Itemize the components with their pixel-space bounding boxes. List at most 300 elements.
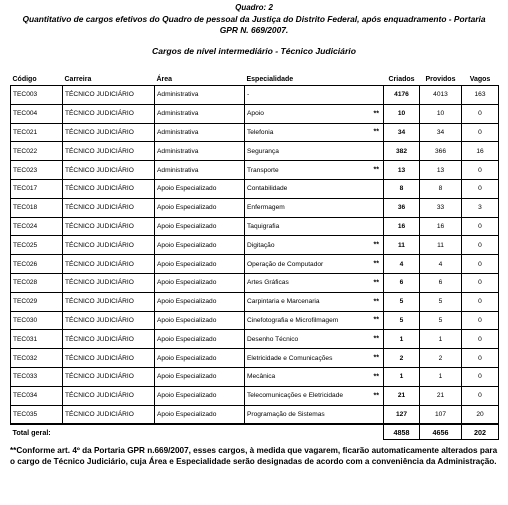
cell-especialidade-text: Taquigrafia bbox=[247, 222, 280, 230]
cell-codigo-text: TEC017 bbox=[13, 185, 38, 193]
table-row bbox=[11, 104, 499, 123]
cell-criados bbox=[384, 217, 420, 236]
cell-providos bbox=[420, 86, 462, 105]
cell-especialidade bbox=[245, 273, 384, 292]
cell-especialidade-text: Telecomunicações e Eletricidade bbox=[247, 392, 344, 400]
footnote-marker: ** bbox=[373, 110, 379, 118]
cell-vagos-text: 0 bbox=[478, 128, 482, 136]
cell-criados-text: 8 bbox=[399, 185, 404, 193]
cell-codigo-text: TEC033 bbox=[13, 373, 38, 381]
total-row bbox=[11, 424, 499, 440]
table-row bbox=[11, 349, 499, 368]
cell-providos-text: 2 bbox=[438, 354, 443, 362]
cell-vagos-text: 0 bbox=[478, 185, 482, 193]
cell-codigo-text: TEC035 bbox=[13, 410, 38, 418]
cell-carreira bbox=[63, 217, 155, 236]
cell-carreira bbox=[63, 198, 155, 217]
cell-codigo bbox=[11, 86, 63, 105]
cell-vagos-text: 0 bbox=[478, 166, 482, 174]
footnote-marker: ** bbox=[373, 166, 379, 174]
cell-codigo-text: TEC025 bbox=[13, 241, 38, 249]
cell-area bbox=[155, 217, 245, 236]
cell-codigo bbox=[11, 255, 63, 274]
cell-carreira-text: TÉCNICO JUDICIÁRIO bbox=[65, 392, 134, 400]
footnote-marker: ** bbox=[373, 241, 379, 249]
cell-providos bbox=[420, 255, 462, 274]
cell-especialidade-text: Carpintaria e Marcenaria bbox=[247, 298, 320, 306]
cell-providos-text: 4 bbox=[438, 260, 443, 268]
cell-especialidade bbox=[245, 142, 384, 161]
total-vagos: 202 bbox=[462, 424, 499, 440]
cell-area-text: Apoio Especializado bbox=[157, 279, 217, 287]
cell-carreira bbox=[63, 179, 155, 198]
cell-providos bbox=[420, 367, 462, 386]
cell-vagos bbox=[462, 386, 499, 405]
cell-criados-text: 1 bbox=[399, 373, 404, 381]
cell-codigo bbox=[11, 273, 63, 292]
cell-providos-text: 1 bbox=[438, 335, 443, 343]
cell-vagos bbox=[462, 86, 499, 105]
cell-carreira bbox=[63, 123, 155, 142]
cell-especialidade-text: Desenho Técnico bbox=[247, 335, 299, 343]
cell-area bbox=[155, 123, 245, 142]
cell-providos bbox=[420, 179, 462, 198]
footnote-marker: ** bbox=[373, 128, 379, 136]
cell-vagos-text: 0 bbox=[478, 335, 482, 343]
table-row bbox=[11, 405, 499, 424]
cell-codigo bbox=[11, 236, 63, 255]
footnote-marker: ** bbox=[373, 316, 379, 324]
cell-area-text: Administrativa bbox=[157, 166, 199, 174]
table-header-row bbox=[11, 73, 499, 86]
cell-criados bbox=[384, 367, 420, 386]
cell-area bbox=[155, 386, 245, 405]
cell-vagos-text: 0 bbox=[478, 279, 482, 287]
cell-providos-text: 11 bbox=[437, 241, 444, 249]
cell-providos-text: 107 bbox=[434, 410, 446, 418]
cell-criados-text: 10 bbox=[397, 110, 406, 118]
cargos-table bbox=[10, 73, 499, 440]
cell-area-text: Apoio Especializado bbox=[157, 316, 217, 324]
cell-criados-text: 382 bbox=[395, 147, 407, 155]
cell-vagos-text: 3 bbox=[478, 204, 482, 212]
cell-vagos bbox=[462, 255, 499, 274]
footnote-marker: ** bbox=[373, 373, 379, 381]
document-title: Quantitativo de cargos efetivos do Quadro de pessoal da Justiça do Distrito Federal, após enquadramento - Portaria GPR N. 669/2007. bbox=[22, 14, 486, 35]
cell-codigo bbox=[11, 311, 63, 330]
cell-criados-text: 2 bbox=[399, 354, 404, 362]
cell-area-text: Apoio Especializado bbox=[157, 222, 217, 230]
cell-codigo-text: TEC031 bbox=[13, 335, 38, 343]
cell-criados bbox=[384, 386, 420, 405]
cell-area-text: Administrativa bbox=[157, 91, 199, 99]
document-subtitle: Cargos de nível intermediário - Técnico Judiciário bbox=[152, 46, 356, 56]
cell-area-text: Apoio Especializado bbox=[157, 335, 217, 343]
cell-carreira-text: TÉCNICO JUDICIÁRIO bbox=[65, 185, 134, 193]
cell-vagos-text: 20 bbox=[476, 410, 484, 418]
cell-codigo-text: TEC021 bbox=[13, 128, 38, 136]
cell-area bbox=[155, 198, 245, 217]
total-label: Total geral: bbox=[11, 424, 384, 440]
cell-codigo-text: TEC030 bbox=[13, 316, 38, 324]
cell-carreira-text: TÉCNICO JUDICIÁRIO bbox=[65, 222, 134, 230]
cell-codigo-text: TEC003 bbox=[13, 91, 38, 99]
cell-especialidade bbox=[245, 386, 384, 405]
cell-vagos-text: 0 bbox=[478, 298, 482, 306]
cell-area bbox=[155, 292, 245, 311]
cell-criados bbox=[384, 123, 420, 142]
cell-vagos-text: 0 bbox=[478, 373, 482, 381]
cell-vagos-text: 16 bbox=[476, 147, 484, 155]
cell-criados bbox=[384, 405, 420, 424]
cell-providos bbox=[420, 273, 462, 292]
cell-criados bbox=[384, 236, 420, 255]
cell-criados bbox=[384, 255, 420, 274]
cell-carreira bbox=[63, 142, 155, 161]
cell-providos bbox=[420, 217, 462, 236]
table-row bbox=[11, 273, 499, 292]
cell-vagos bbox=[462, 273, 499, 292]
cell-codigo-text: TEC004 bbox=[13, 110, 38, 118]
footnote-marker: ** bbox=[373, 279, 379, 287]
cell-area bbox=[155, 367, 245, 386]
cell-especialidade-text: Transporte bbox=[247, 166, 279, 174]
cell-especialidade-text: Operação de Computador bbox=[247, 260, 324, 268]
cell-vagos-text: 0 bbox=[478, 392, 482, 400]
table-row bbox=[11, 86, 499, 105]
table-row bbox=[11, 330, 499, 349]
cell-especialidade bbox=[245, 311, 384, 330]
table-row bbox=[11, 217, 499, 236]
cell-vagos-text: 0 bbox=[478, 260, 482, 268]
cell-providos-text: 21 bbox=[436, 392, 445, 400]
cell-especialidade bbox=[245, 123, 384, 142]
cell-carreira-text: TÉCNICO JUDICIÁRIO bbox=[65, 241, 134, 249]
cell-providos bbox=[420, 330, 462, 349]
cell-carreira-text: TÉCNICO JUDICIÁRIO bbox=[65, 298, 134, 306]
cell-area bbox=[155, 179, 245, 198]
cell-carreira bbox=[63, 161, 155, 180]
cell-codigo bbox=[11, 123, 63, 142]
table-row bbox=[11, 236, 499, 255]
cell-providos bbox=[420, 123, 462, 142]
cell-vagos bbox=[462, 104, 499, 123]
cell-especialidade bbox=[245, 217, 384, 236]
cell-especialidade-text: Eletricidade e Comunicações bbox=[247, 354, 333, 362]
cell-criados-text: 16 bbox=[397, 222, 406, 230]
table-row bbox=[11, 198, 499, 217]
cell-especialidade-text: Cinefotografia e Microfilmagem bbox=[247, 316, 339, 324]
cell-criados bbox=[384, 161, 420, 180]
cell-vagos-text: 0 bbox=[478, 354, 482, 362]
cell-especialidade-text: - bbox=[247, 91, 250, 99]
cell-vagos bbox=[462, 292, 499, 311]
cell-area bbox=[155, 236, 245, 255]
cell-providos bbox=[420, 386, 462, 405]
table-row bbox=[11, 367, 499, 386]
col-header-area: Área bbox=[156, 75, 173, 83]
cell-providos-text: 10 bbox=[436, 110, 445, 118]
cell-criados-text: 36 bbox=[397, 204, 406, 212]
cell-providos-text: 4013 bbox=[433, 91, 448, 99]
cell-especialidade-text: Mecânica bbox=[247, 373, 276, 381]
cell-carreira-text: TÉCNICO JUDICIÁRIO bbox=[65, 91, 134, 99]
table-row bbox=[11, 179, 499, 198]
cell-vagos bbox=[462, 311, 499, 330]
cell-especialidade bbox=[245, 255, 384, 274]
footnote: **Conforme art. 4º da Portaria GPR n.669/2007, esses cargos, à medida que vagarem, ficarão automaticamente alterados para o cargo de Técnico Judiciário, cuja Área e Especialidade serão designadas de acordo com a conveniência da Administração. bbox=[10, 446, 498, 466]
cell-codigo-text: TEC018 bbox=[13, 204, 38, 212]
cell-carreira-text: TÉCNICO JUDICIÁRIO bbox=[65, 335, 134, 343]
cell-especialidade bbox=[245, 179, 384, 198]
cell-area bbox=[155, 86, 245, 105]
cell-providos bbox=[420, 104, 462, 123]
cell-codigo bbox=[11, 330, 63, 349]
cell-especialidade bbox=[245, 405, 384, 424]
cell-especialidade-text: Digitação bbox=[247, 241, 275, 249]
cell-area-text: Apoio Especializado bbox=[157, 298, 217, 306]
cell-providos-text: 6 bbox=[438, 279, 443, 287]
cell-codigo-text: TEC029 bbox=[13, 298, 38, 306]
cell-carreira-text: TÉCNICO JUDICIÁRIO bbox=[65, 147, 134, 155]
cell-providos bbox=[420, 236, 462, 255]
cell-carreira bbox=[63, 236, 155, 255]
cell-codigo-text: TEC032 bbox=[13, 354, 38, 362]
cell-area-text: Apoio Especializado bbox=[157, 392, 217, 400]
cell-carreira-text: TÉCNICO JUDICIÁRIO bbox=[65, 204, 134, 212]
footnote-marker: ** bbox=[373, 335, 379, 343]
cell-criados-text: 5 bbox=[399, 298, 404, 306]
cell-criados-text: 13 bbox=[397, 166, 406, 174]
cell-area-text: Apoio Especializado bbox=[157, 410, 217, 418]
table-row bbox=[11, 161, 499, 180]
cell-codigo-text: TEC024 bbox=[13, 222, 38, 230]
cell-criados bbox=[384, 179, 420, 198]
cell-codigo bbox=[11, 349, 63, 368]
cell-vagos bbox=[462, 405, 499, 424]
cell-area-text: Administrativa bbox=[157, 128, 199, 136]
cell-especialidade bbox=[245, 236, 384, 255]
cell-codigo bbox=[11, 292, 63, 311]
cell-providos-text: 5 bbox=[438, 316, 443, 324]
cell-area-text: Apoio Especializado bbox=[157, 260, 217, 268]
cell-especialidade bbox=[245, 198, 384, 217]
cell-especialidade bbox=[245, 292, 384, 311]
cell-area bbox=[155, 255, 245, 274]
cell-especialidade-text: Telefonia bbox=[247, 128, 274, 136]
cell-area bbox=[155, 405, 245, 424]
cell-carreira bbox=[63, 349, 155, 368]
cell-criados bbox=[384, 104, 420, 123]
cell-area-text: Apoio Especializado bbox=[157, 373, 217, 381]
col-header-codigo: Código bbox=[12, 75, 37, 83]
total-criados: 4858 bbox=[384, 424, 420, 440]
cell-carreira bbox=[63, 405, 155, 424]
cell-vagos bbox=[462, 179, 499, 198]
cell-especialidade bbox=[245, 161, 384, 180]
cell-especialidade bbox=[245, 86, 384, 105]
cell-codigo bbox=[11, 405, 63, 424]
cell-providos-text: 366 bbox=[434, 147, 446, 155]
col-header-especialidade: Especialidade bbox=[246, 75, 294, 83]
cell-vagos-text: 163 bbox=[474, 91, 486, 99]
table-row bbox=[11, 142, 499, 161]
cell-providos-text: 1 bbox=[438, 373, 443, 381]
cell-vagos bbox=[462, 123, 499, 142]
cell-criados bbox=[384, 330, 420, 349]
cell-area bbox=[155, 273, 245, 292]
cell-providos bbox=[420, 198, 462, 217]
cell-providos-text: 33 bbox=[436, 204, 445, 212]
cell-carreira bbox=[63, 292, 155, 311]
cell-vagos-text: 0 bbox=[478, 241, 482, 249]
cell-criados bbox=[384, 292, 420, 311]
cell-criados-text: 4 bbox=[399, 260, 404, 268]
cell-providos bbox=[420, 142, 462, 161]
cell-vagos bbox=[462, 161, 499, 180]
cell-vagos-text: 0 bbox=[478, 222, 482, 230]
cell-providos bbox=[420, 405, 462, 424]
col-header-vagos: Vagos bbox=[469, 75, 491, 83]
cell-especialidade bbox=[245, 367, 384, 386]
cell-carreira-text: TÉCNICO JUDICIÁRIO bbox=[65, 354, 134, 362]
cell-codigo-text: TEC023 bbox=[13, 166, 38, 174]
cell-carreira-text: TÉCNICO JUDICIÁRIO bbox=[65, 410, 134, 418]
cell-providos-text: 5 bbox=[438, 298, 443, 306]
cell-codigo bbox=[11, 104, 63, 123]
cell-area-text: Apoio Especializado bbox=[157, 241, 217, 249]
cell-codigo bbox=[11, 217, 63, 236]
cell-vagos-text: 0 bbox=[478, 110, 482, 118]
cell-area-text: Apoio Especializado bbox=[157, 204, 217, 212]
cell-carreira-text: TÉCNICO JUDICIÁRIO bbox=[65, 166, 134, 174]
cell-criados-text: 34 bbox=[397, 128, 406, 136]
cell-especialidade-text: Programação de Sistemas bbox=[247, 410, 325, 418]
cell-especialidade-text: Enfermagem bbox=[247, 204, 285, 212]
cell-criados bbox=[384, 142, 420, 161]
cell-area bbox=[155, 349, 245, 368]
cell-criados-text: 5 bbox=[399, 316, 404, 324]
cell-especialidade bbox=[245, 349, 384, 368]
cell-vagos bbox=[462, 367, 499, 386]
cell-especialidade bbox=[245, 330, 384, 349]
cell-codigo-text: TEC028 bbox=[13, 279, 38, 287]
cell-providos bbox=[420, 311, 462, 330]
cell-area bbox=[155, 142, 245, 161]
cell-providos-text: 34 bbox=[436, 128, 445, 136]
footnote-marker: ** bbox=[373, 260, 379, 268]
cell-carreira-text: TÉCNICO JUDICIÁRIO bbox=[65, 260, 134, 268]
table-row bbox=[11, 255, 499, 274]
cell-criados bbox=[384, 198, 420, 217]
cell-area bbox=[155, 161, 245, 180]
cell-area bbox=[155, 311, 245, 330]
cell-vagos bbox=[462, 330, 499, 349]
cell-vagos bbox=[462, 217, 499, 236]
cell-criados-text: 127 bbox=[395, 410, 407, 418]
cell-carreira bbox=[63, 86, 155, 105]
cell-carreira bbox=[63, 386, 155, 405]
cell-codigo-text: TEC022 bbox=[13, 147, 38, 155]
footnote-marker: ** bbox=[373, 354, 379, 362]
cell-carreira-text: TÉCNICO JUDICIÁRIO bbox=[65, 110, 134, 118]
cell-especialidade-text: Artes Gráficas bbox=[247, 279, 289, 287]
cell-codigo bbox=[11, 142, 63, 161]
col-header-providos: Providos bbox=[425, 75, 456, 83]
cell-carreira bbox=[63, 255, 155, 274]
cell-carreira bbox=[63, 330, 155, 349]
col-header-criados: Criados bbox=[388, 75, 415, 83]
cell-especialidade-text: Apoio bbox=[247, 110, 264, 118]
quadro-label: Quadro: 2 bbox=[235, 3, 273, 12]
cell-especialidade-text: Segurança bbox=[247, 147, 279, 155]
cell-vagos bbox=[462, 142, 499, 161]
total-providos: 4656 bbox=[420, 424, 462, 440]
cell-carreira-text: TÉCNICO JUDICIÁRIO bbox=[65, 316, 134, 324]
cell-carreira-text: TÉCNICO JUDICIÁRIO bbox=[65, 128, 134, 136]
cell-vagos-text: 0 bbox=[478, 316, 482, 324]
cell-area-text: Apoio Especializado bbox=[157, 354, 217, 362]
cell-criados-text: 11 bbox=[398, 241, 405, 249]
cell-providos-text: 8 bbox=[438, 185, 443, 193]
cell-especialidade-text: Contabilidade bbox=[247, 185, 288, 193]
cell-carreira bbox=[63, 104, 155, 123]
cell-providos-text: 16 bbox=[436, 222, 445, 230]
cell-codigo-text: TEC026 bbox=[13, 260, 38, 268]
cell-area-text: Administrativa bbox=[157, 110, 199, 118]
cell-criados-text: 21 bbox=[397, 392, 406, 400]
col-header-carreira: Carreira bbox=[64, 75, 92, 83]
table-row bbox=[11, 123, 499, 142]
cell-criados-text: 4176 bbox=[394, 91, 409, 99]
cell-providos bbox=[420, 292, 462, 311]
cell-criados bbox=[384, 273, 420, 292]
cell-criados bbox=[384, 86, 420, 105]
cell-codigo bbox=[11, 161, 63, 180]
cell-carreira bbox=[63, 273, 155, 292]
table-row bbox=[11, 386, 499, 405]
cell-vagos bbox=[462, 198, 499, 217]
cell-criados-text: 6 bbox=[399, 279, 404, 287]
cell-vagos bbox=[462, 236, 499, 255]
cell-providos-text: 13 bbox=[436, 166, 445, 174]
cell-carreira-text: TÉCNICO JUDICIÁRIO bbox=[65, 279, 134, 287]
cell-codigo bbox=[11, 198, 63, 217]
cell-especialidade bbox=[245, 104, 384, 123]
cell-providos bbox=[420, 349, 462, 368]
footnote-marker: ** bbox=[373, 392, 379, 400]
cell-codigo bbox=[11, 179, 63, 198]
cell-criados bbox=[384, 349, 420, 368]
table-row bbox=[11, 292, 499, 311]
cell-carreira bbox=[63, 311, 155, 330]
cell-codigo-text: TEC034 bbox=[13, 392, 38, 400]
cell-area-text: Apoio Especializado bbox=[157, 185, 217, 193]
table-row bbox=[11, 311, 499, 330]
cell-area bbox=[155, 104, 245, 123]
cell-vagos bbox=[462, 349, 499, 368]
cell-providos bbox=[420, 161, 462, 180]
cell-area bbox=[155, 330, 245, 349]
footnote-marker: ** bbox=[373, 298, 379, 306]
cell-carreira bbox=[63, 367, 155, 386]
cell-carreira-text: TÉCNICO JUDICIÁRIO bbox=[65, 373, 134, 381]
cell-codigo bbox=[11, 367, 63, 386]
cell-criados bbox=[384, 311, 420, 330]
cell-codigo bbox=[11, 386, 63, 405]
cell-criados-text: 1 bbox=[399, 335, 404, 343]
cell-area-text: Administrativa bbox=[157, 147, 199, 155]
